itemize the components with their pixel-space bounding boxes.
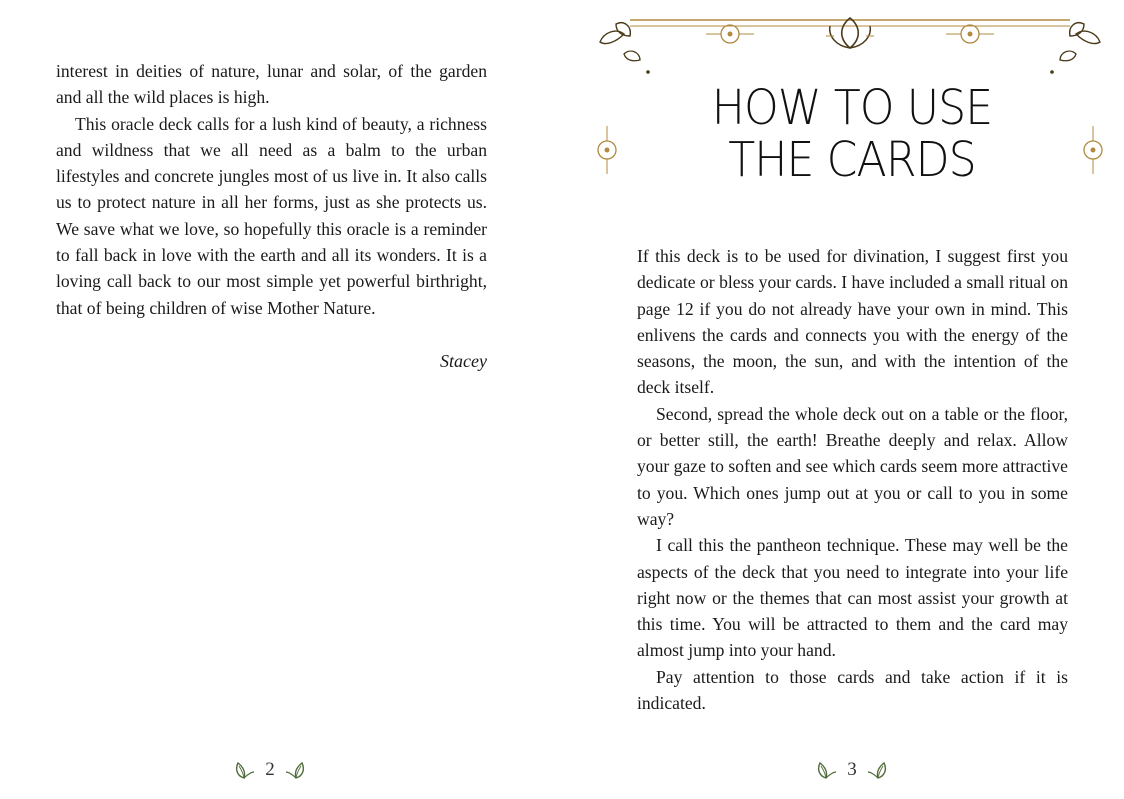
right-paragraph-3: I call this the pantheon technique. These may well be the aspects of the deck that you need to integrate into your life right now or the themes that can most assist your growth at this time. You will be attracted to them and the card may almost jump into your hand.	[637, 535, 1068, 661]
chapter-title-line-2: THE CARDS	[728, 132, 976, 188]
right-paragraph-2: Second, spread the whole deck out on a table or the floor, or better still, the earth! Breathe deeply and relax. Allow your gaze to soften and see which cards seem more attractive to you. Which ones jump out at you or call to you in some way?	[637, 403, 1068, 529]
left-page-number: 2	[265, 759, 275, 780]
leaf-icon	[815, 760, 837, 780]
left-page-folio	[233, 758, 307, 782]
author-signature: Stacey	[440, 351, 487, 371]
right-paragraph-4: Pay attention to those cards and take action if it is indicated.	[637, 666, 1068, 714]
chapter-title-line-1: HOW TO USE	[711, 80, 993, 136]
chapter-title	[640, 82, 1063, 186]
left-paragraph-1: interest in deities of nature, lunar and solar, of the garden and all the wild places is high.	[56, 61, 487, 108]
right-paragraph-1: If this deck is to be used for divination, I suggest first you dedicate or bless your cards. I have included a small ritual on page 12 if you do not already have your own in mind. This enlivens the cards and connects you with the energy of the seasons, the moon, the sun, and with the intention of the deck itself.	[637, 246, 1068, 398]
leaf-icon	[285, 760, 307, 780]
right-page	[562, 0, 1124, 799]
right-page-folio	[815, 758, 889, 782]
right-body-text	[637, 243, 1068, 716]
leaf-icon	[867, 760, 889, 780]
left-body-text	[56, 58, 487, 321]
right-page-number: 3	[847, 759, 857, 780]
left-paragraph-2: This oracle deck calls for a lush kind of beauty, a richness and wildness that we all need as a balm to the urban lifestyles and concrete jungles most of us live in. It also calls us to protect nature in all her forms, just as she protects us. We save what we love, so hopefully this oracle is a reminder to fall back in love with the earth and all its wonders. It is a loving call back to our most simple yet powerful birthright, that of being children of wise Mother Nature.	[56, 113, 487, 318]
leaf-icon	[233, 760, 255, 780]
